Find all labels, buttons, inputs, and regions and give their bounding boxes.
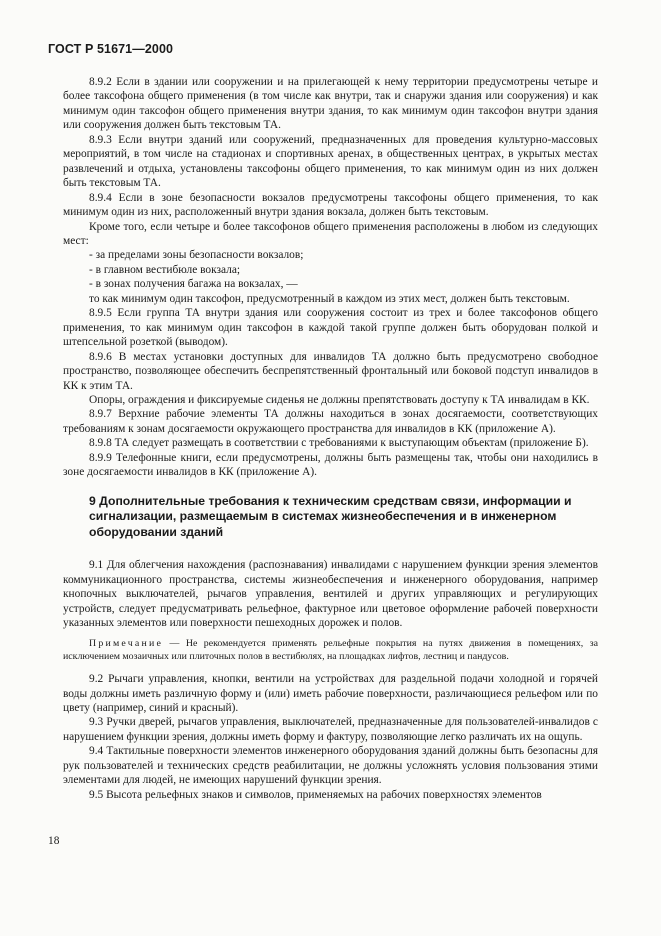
paragraph-8-9-6-cont: Опоры, ограждения и фиксируемые сиденья не должны препятствовать доступу к ТА инвалидам в КК. — [89, 393, 590, 406]
paragraph-8-9-4-end: то как минимум один таксофон, предусмотренный в каждом из этих мест, должен быть текстовым. — [89, 292, 570, 305]
paragraph-9-2: 9.2 Рычаги управления, кнопки, вентили на устройствах для раздельной подачи холодной и горячей воды должны иметь различную форму и (или) иметь рабочие поверхности, различающиеся рельефом или по цвету (например, синий и красный). — [63, 673, 598, 714]
note-label: Примечание — [89, 638, 164, 650]
paragraph-8-9-8: 8.9.8 ТА следует размещать в соответствии с требованиями к выступающим объектам (приложение Б). — [89, 437, 589, 450]
document-body — [63, 75, 598, 802]
paragraph-8-9-2: 8.9.2 Если в здании или сооружении и на прилегающей к нему территории предусмотрены четыре и более таксофона общего применения (в том числе как внутри, так и снаружи здания или сооружения) и как минимум один таксофон общего применения внутри здания, то как минимум один таксофон внутри здания или сооружения должен быть текстовым ТА. — [63, 76, 598, 132]
paragraph-8-9-5: 8.9.5 Если группа ТА внутри здания или сооружения состоит из трех и более таксофонов общего применения, то как минимум один таксофон в каждой такой группе должен быть оборудован полкой и штепсельной розеткой (выводом). — [63, 307, 598, 349]
list-item: - за пределами зоны безопасности вокзалов; — [89, 249, 304, 262]
paragraph-8-9-3: 8.9.3 Если внутри зданий или сооружений, предназначенных для проведения культурно-массовых мероприятий, в том числе на стадионах и спортивных аренах, в общественных центрах, в укрытых местах развлечений и отдыха, установлены таксофоны общего применения, то как минимум один из них должен быть текстовым ТА. — [63, 133, 598, 190]
list-item: - в зонах получения багажа на вокзалах, — — [89, 278, 298, 291]
list-item: - в главном вестибюле вокзала; — [89, 263, 241, 276]
paragraph-9-5: 9.5 Высота рельефных знаков и символов, применяемых на рабочих поверхностях элементов — [89, 788, 542, 801]
paragraph-9-3: 9.3 Ручки дверей, рычагов управления, выключателей, предназначенные для пользователей-инвалидов с нарушением функции зрения, должны иметь форму и фактуру, позволяющие легко различать их на ощупь. — [63, 716, 598, 743]
page-number: 18 — [48, 835, 60, 847]
paragraph-8-9-4: 8.9.4 Если в зоне безопасности вокзалов предусмотрены таксофоны общего применения, то как минимум один из них, расположенный внутри здания вокзала, должен быть текстовым. — [63, 191, 598, 219]
note-block — [63, 638, 598, 664]
standard-header: ГОСТ Р 51671—2000 — [48, 42, 174, 56]
paragraph-8-9-7: 8.9.7 Верхние рабочие элементы ТА должны находиться в зонах досягаемости, соответствующих требованиям к зонам досягаемости окружающего пространства для инвалидов в КК (приложение А). — [63, 408, 598, 435]
paragraph-9-1: 9.1 Для облегчения нахождения (распознавания) инвалидами с нарушением функции зрения элементов коммуникационного пространства, системы жизнеобеспечения и инженерного оборудования, например кнопочных выключателей, рычагов управления, вентилей и других управляющих и регулирующих устройств, следует предусматривать рельефное, фактурное или цветовое оформление рабочей поверхности указанных элементов или поверхности пешеходных дорожек и полов. — [63, 559, 598, 629]
section-heading: 9 Дополнительные требования к техническим средствам связи, информации и сигнализации, размещаемым в системах жизнеобеспечения и в инженерном оборудовании зданий — [89, 493, 572, 539]
note-text: — Не рекомендуется применять рельефные покрытия на путях движения в помещениях, за исключением мозаичных или плиточных полов в вестибюлях, на площадках лифтов, лестниц и пандусов. — [63, 638, 598, 663]
paragraph-9-4: 9.4 Тактильные поверхности элементов инженерного оборудования зданий должны быть безопасны для рук пользователей и технических средств реабилитации, не должны усложнять условия пользования этими элементами для людей, не имеющих нарушений функции зрения. — [63, 745, 598, 787]
paragraph-8-9-9: 8.9.9 Телефонные книги, если предусмотрены, должны быть размещены так, чтобы они находились в зоне досягаемости инвалидов в КК (приложение А). — [63, 451, 598, 479]
paragraph-8-9-6: 8.9.6 В местах установки доступных для инвалидов ТА должно быть предусмотрено свободное пространство, позволяющее обеспечить беспрепятственный фронтальный или боковой подступ инвалидов в КК к этим ТА. — [63, 350, 598, 392]
paragraph-8-9-4-cont: Кроме того, если четыре и более таксофонов общего применения расположены в любом из следующих мест: — [63, 220, 598, 247]
